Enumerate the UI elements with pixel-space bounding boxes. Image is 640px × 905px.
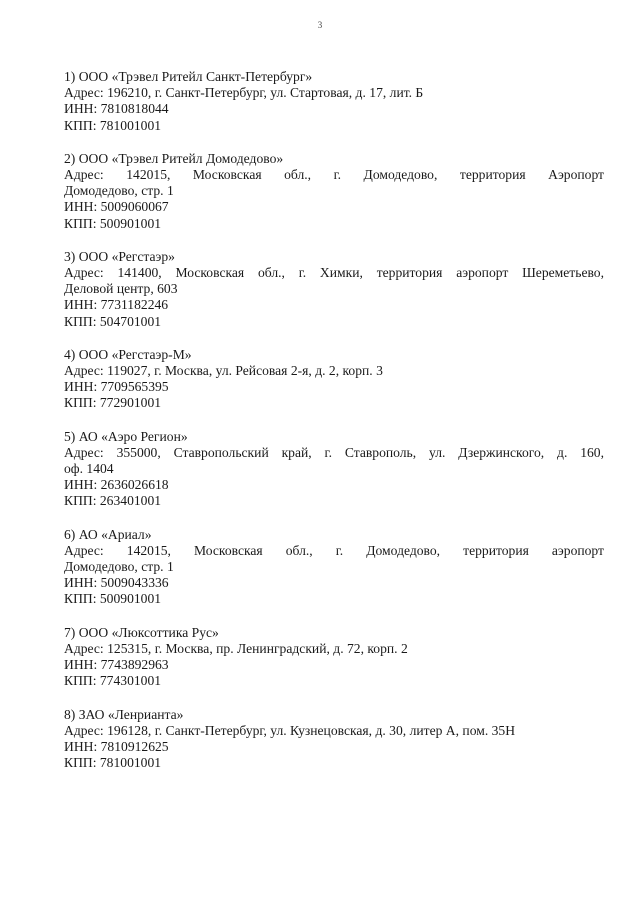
organization-kpp: КПП: 504701001: [64, 313, 162, 329]
organization-address: Адрес: 141400, Московская обл., г. Химки, территория аэропорт Шереметьево,: [64, 265, 604, 281]
organization-entry: [64, 347, 604, 412]
organization-title: 5) АО «Аэро Регион»: [64, 428, 188, 444]
organization-kpp: КПП: 263401001: [64, 493, 162, 509]
organization-address: Адрес: 196128, г. Санкт-Петербург, ул. Кузнецовская, д. 30, литер А, пом. 35Н: [64, 722, 516, 738]
organization-address: Адрес: 142015, Московская обл., г. Домодедово, территория Аэропорт: [64, 167, 604, 183]
organization-address: Адрес: 125315, г. Москва, пр. Ленинградский, д. 72, корп. 2: [64, 640, 408, 656]
page-number: 3: [317, 20, 323, 30]
organization-kpp: КПП: 774301001: [64, 673, 162, 689]
organization-entry: [64, 151, 604, 232]
organization-inn: ИНН: 7810818044: [64, 101, 169, 117]
organization-address: Адрес: 142015, Московская обл., г. Домодедово, территория аэропорт: [64, 542, 604, 558]
organization-kpp: КПП: 772901001: [64, 395, 162, 411]
organization-title: 8) ЗАО «Ленрианта»: [64, 706, 184, 722]
organization-inn: ИНН: 5009060067: [64, 199, 169, 215]
organization-address: Адрес: 119027, г. Москва, ул. Рейсовая 2-я, д. 2, корп. 3: [64, 363, 383, 379]
organization-address-continuation: оф. 1404: [64, 461, 114, 477]
organization-inn: ИНН: 7731182246: [64, 297, 169, 313]
organization-inn: ИНН: 7709565395: [64, 379, 169, 395]
organization-entry: [64, 429, 604, 510]
organization-title: 2) ООО «Трэвел Ритейл Домодедово»: [64, 150, 284, 166]
organization-kpp: КПП: 781001001: [64, 755, 162, 771]
organization-address-continuation: Деловой центр, 603: [64, 281, 178, 297]
organization-address: Адрес: 355000, Ставропольский край, г. Ставрополь, ул. Дзержинского, д. 160,: [64, 444, 604, 460]
organization-list: [64, 69, 604, 788]
organization-kpp: КПП: 500901001: [64, 215, 162, 231]
organization-title: 7) ООО «Люксоттика Рус»: [64, 624, 219, 640]
organization-kpp: КПП: 500901001: [64, 591, 162, 607]
organization-entry: [64, 249, 604, 330]
organization-address-continuation: Домодедово, стр. 1: [64, 559, 174, 575]
organization-title: 3) ООО «Регстаэр»: [64, 248, 175, 264]
organization-entry: [64, 69, 604, 134]
organization-kpp: КПП: 781001001: [64, 117, 162, 133]
organization-inn: ИНН: 5009043336: [64, 575, 169, 591]
organization-inn: ИНН: 7810912625: [64, 738, 169, 754]
organization-inn: ИНН: 7743892963: [64, 657, 169, 673]
organization-title: 6) АО «Ариал»: [64, 526, 152, 542]
organization-entry: [64, 527, 604, 608]
organization-address: Адрес: 196210, г. Санкт-Петербург, ул. Стартовая, д. 17, лит. Б: [64, 85, 424, 101]
organization-inn: ИНН: 2636026618: [64, 477, 169, 493]
organization-address-continuation: Домодедово, стр. 1: [64, 183, 174, 199]
organization-entry: [64, 625, 604, 690]
organization-entry: [64, 707, 604, 772]
organization-title: 1) ООО «Трэвел Ритейл Санкт-Петербург»: [64, 69, 313, 84]
organization-title: 4) ООО «Регстаэр-М»: [64, 346, 192, 362]
